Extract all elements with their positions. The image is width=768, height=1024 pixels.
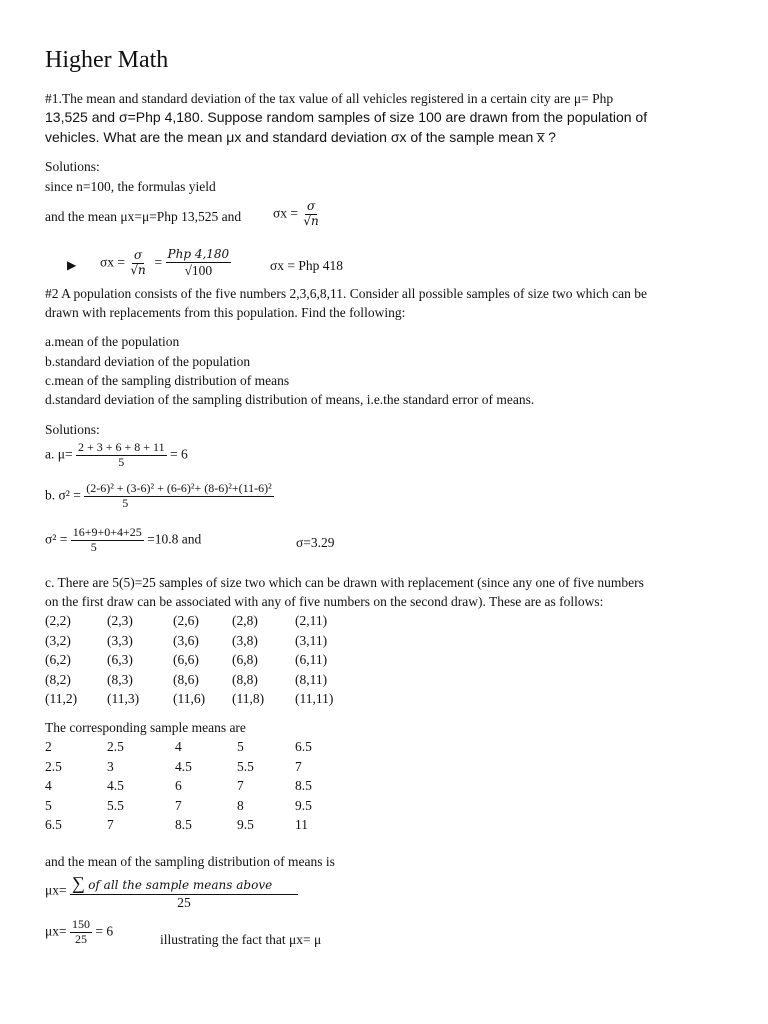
solution-b-fraction — [84, 482, 274, 511]
sample-pair: (3,2) — [45, 632, 71, 648]
sample-mean: 6.5 — [295, 739, 312, 754]
sample-pair: (6,8) — [232, 652, 258, 667]
sample-pair: (2,6) — [173, 613, 199, 628]
solution-a — [45, 441, 188, 470]
sample-pair: (8,3) — [107, 671, 133, 687]
sample-pair: (2,8) — [232, 613, 258, 628]
sample-pair: (8,2) — [45, 671, 71, 687]
frac-denominator: 5 — [90, 539, 97, 554]
solutions-heading-1: Solutions: — [45, 159, 100, 174]
sample-mean: 9.5 — [295, 797, 312, 813]
sample-pair: (2,2) — [45, 613, 71, 628]
sample-pair: (11,11) — [295, 691, 334, 706]
sample-mean: 7 — [107, 817, 114, 832]
since-text: since n=100, the formulas yield — [45, 179, 216, 194]
variance-fraction — [71, 526, 144, 555]
frac-denominator: 25 — [74, 931, 87, 946]
illustrating-text: illustrating the fact that μx= μ — [160, 932, 322, 947]
final-result: = 6 — [95, 923, 114, 939]
sample-mean: 6.5 — [45, 817, 62, 832]
final-fraction — [70, 918, 92, 947]
sample-pair: (3,3) — [107, 632, 133, 648]
sample-mean: 6 — [175, 778, 182, 793]
sample-mean: 9.5 — [237, 817, 254, 832]
sample-pair: (2,3) — [107, 613, 133, 628]
sample-pair: (6,2) — [45, 652, 71, 667]
variance-label: σ² = — [45, 531, 68, 547]
sample-pair: (3,8) — [232, 632, 258, 648]
sample-pair: (3,11) — [295, 632, 328, 648]
solution-b — [45, 482, 274, 511]
solution-b-label: b. σ² = — [45, 487, 81, 503]
sample-mean: 8.5 — [175, 817, 192, 832]
item-b: b.standard deviation of the population — [45, 354, 251, 369]
sigma-x-label-2: σx = — [100, 254, 126, 270]
sigma-result: σ=3.29 — [296, 535, 335, 550]
sample-mean: 4 — [45, 778, 52, 793]
sigma-x-label: σx = — [273, 205, 299, 221]
sample-pair: (2,11) — [295, 613, 328, 628]
frac-denominator: √n — [303, 213, 319, 228]
item-d: d.standard deviation of the sampling distribution of means, i.e.the standard error of means. — [45, 392, 535, 407]
sample-pair: (8,11) — [295, 671, 328, 687]
mux-label: μx= — [45, 882, 67, 898]
problem-1-line-1: #1.The mean and standard deviation of the tax value of all vehicles registered in a certain city are μ= Php — [45, 91, 614, 106]
sample-mean: 3 — [107, 758, 114, 774]
sample-mean: 5.5 — [107, 797, 124, 813]
final-formula — [45, 918, 113, 947]
mux-formula — [45, 873, 298, 910]
equals-sign: = — [151, 254, 163, 270]
sum-text: of all the sample means above — [88, 878, 273, 892]
mean-dist-line: and the mean of the sampling distribution of means is — [45, 854, 335, 869]
frac-denominator: √n — [130, 262, 146, 277]
sample-mean: 4.5 — [175, 758, 192, 774]
frac-numerator — [70, 873, 298, 895]
sum-fraction — [70, 873, 298, 910]
problem-1-line-2: 13,525 and σ=Php 4,180. Suppose random samples of size 100 are drawn from the population of — [45, 109, 648, 125]
sample-mean: 4.5 — [107, 778, 124, 793]
sigma-over-sqrt-n-2 — [128, 249, 147, 278]
sample-mean: 5.5 — [237, 758, 254, 774]
solutions-heading-2: Solutions: — [45, 422, 100, 437]
frac-denominator: 5 — [122, 495, 129, 510]
sample-pair: (11,3) — [107, 691, 140, 706]
sigma-over-sqrt-n — [301, 200, 320, 229]
sample-mean: 5 — [45, 797, 52, 813]
solution-a-result: = 6 — [169, 446, 188, 462]
item-a: a.mean of the population — [45, 334, 180, 349]
sample-pair: (6,6) — [173, 652, 199, 667]
sample-pair: (11,8) — [232, 691, 265, 706]
php-over-sqrt100 — [166, 248, 232, 278]
problem-2-line-2: drawn with replacements from this population. Find the following: — [45, 305, 406, 320]
problem-2-line-1: #2 A population consists of the five numbers 2,3,6,8,11. Consider all possible samples of size two which can be — [45, 286, 648, 301]
frac-denominator: 5 — [118, 454, 125, 469]
sample-mean: 8 — [237, 797, 244, 813]
problem-1-line-3: vehicles. What are the mean μx and standard deviation σx of the sample mean x̅ ? — [45, 129, 556, 145]
variance-result: =10.8 and — [147, 531, 202, 547]
sample-pair: (6,3) — [107, 652, 133, 667]
solution-a-label: a. μ= — [45, 446, 73, 462]
sigma-x-computation — [100, 248, 231, 278]
page-title: Higher Math — [45, 47, 169, 73]
arrow-icon: ▶ — [67, 258, 77, 272]
variance-line — [45, 526, 201, 555]
frac-numerator: 16+9+0+4+25 — [72, 525, 142, 539]
sum-icon: ∑ — [71, 873, 85, 893]
frac-denominator: √100 — [184, 262, 213, 278]
frac-denominator: 25 — [177, 894, 191, 910]
sample-mean: 7 — [175, 797, 182, 813]
sample-mean: 2.5 — [45, 758, 62, 774]
sigma-x-formula — [273, 200, 321, 229]
sample-mean: 2.5 — [107, 739, 124, 754]
sample-mean: 8.5 — [295, 778, 312, 793]
means-intro: The corresponding sample means are — [45, 720, 246, 735]
sample-pair: (8,8) — [232, 671, 258, 687]
sigma-x-result: σx = Php 418 — [270, 258, 344, 273]
frac-numerator: 150 — [71, 917, 90, 931]
item-c: c.mean of the sampling distribution of means — [45, 373, 290, 388]
sample-mean: 11 — [295, 817, 308, 832]
sample-mean: 7 — [295, 758, 302, 774]
sample-pair: (6,11) — [295, 652, 328, 667]
frac-numerator: 2 + 3 + 6 + 8 + 11 — [77, 440, 165, 454]
frac-numerator: σ — [306, 199, 316, 213]
sample-mean: 4 — [175, 739, 182, 754]
sample-pair: (8,6) — [173, 671, 199, 687]
mean-line: and the mean μx=μ=Php 13,525 and — [45, 209, 242, 224]
frac-numerator: σ — [133, 247, 143, 262]
solution-c-line-2: on the first draw can be associated with any of five numbers on the second draw). These are as follows: — [45, 594, 604, 609]
sample-pair: (11,6) — [173, 691, 206, 706]
frac-numerator: (2-6)² + (3-6)² + (6-6)²+ (8-6)²+(11-6)² — [86, 481, 272, 495]
sample-pair: (3,6) — [173, 632, 199, 648]
sample-pair: (11,2) — [45, 691, 78, 706]
solution-a-fraction — [76, 441, 167, 470]
sample-mean: 5 — [237, 739, 244, 754]
sample-mean: 2 — [45, 739, 52, 754]
mux-label-2: μx= — [45, 923, 67, 939]
frac-numerator: Php 4,180 — [167, 247, 230, 261]
solution-c-line-1: c. There are 5(5)=25 samples of size two which can be drawn with replacement (since any one of five numbers — [45, 575, 644, 590]
sample-mean: 7 — [237, 778, 244, 793]
